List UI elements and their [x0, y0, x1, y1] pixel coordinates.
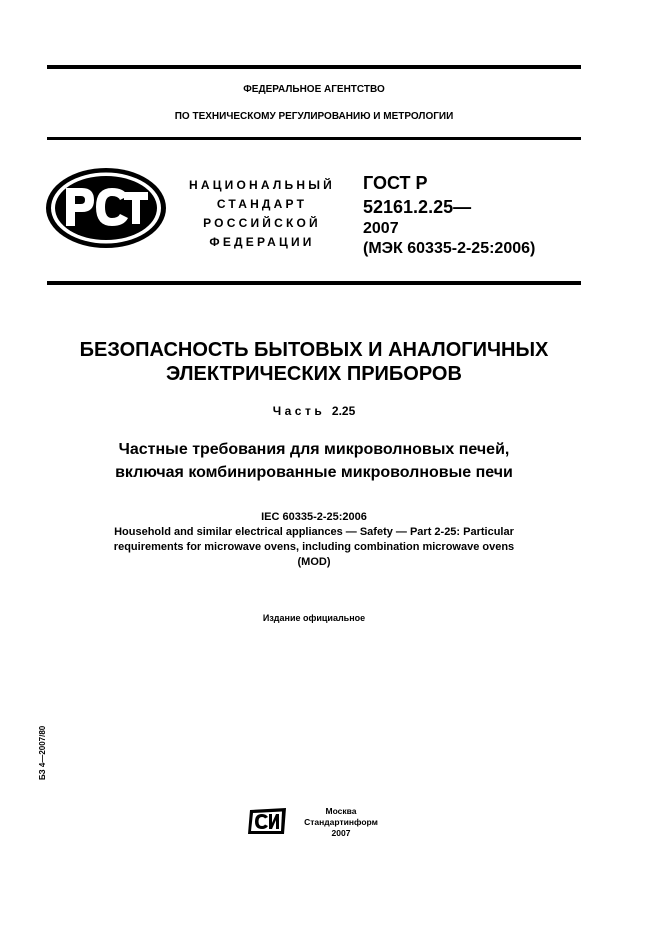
standard-type-line-4: ФЕДЕРАЦИИ — [209, 235, 315, 249]
top-rule — [47, 65, 581, 69]
iec-reference-block — [47, 510, 581, 570]
standard-type-line-3: РОССИЙСКОЙ — [203, 216, 321, 230]
agency-line-1: ФЕДЕРАЛЬНОЕ АГЕНТСТВО — [243, 84, 385, 95]
middle-rule — [47, 137, 581, 140]
iec-title-line-3: (MOD) — [297, 556, 331, 568]
gost-designation — [363, 171, 535, 259]
part-word: Часть — [272, 404, 326, 418]
publisher-year: 2007 — [331, 828, 351, 838]
publisher-name: Стандартинформ — [304, 817, 378, 827]
iec-title-line-1: Household and similar electrical appliances — Safety — Part 2-25: Particular — [114, 526, 514, 538]
subtitle-line-2: включая комбинированные микроволновые печи — [115, 464, 513, 481]
title-line-2: ЭЛЕКТРИЧЕСКИХ ПРИБОРОВ — [166, 363, 462, 385]
side-catalog-code: БЗ 4—2007/80 — [38, 725, 47, 780]
gost-year: 2007 — [363, 220, 399, 237]
gost-iec-reference: (МЭК 60335-2-25:2006) — [363, 240, 536, 257]
agency-line-2: ПО ТЕХНИЧЕСКОМУ РЕГУЛИРОВАНИЮ И МЕТРОЛОГИИ — [174, 111, 454, 122]
gost-r-logo-icon — [44, 166, 168, 250]
standartinform-logo-icon — [246, 806, 288, 836]
document-title — [47, 338, 581, 386]
subtitle-line-1: Частные требования для микроволновых печей, — [118, 441, 510, 458]
part-label — [47, 404, 581, 418]
standard-type-block — [172, 176, 352, 252]
publisher-block — [296, 806, 386, 839]
document-subtitle — [47, 438, 581, 484]
edition-label: Издание официальное — [262, 613, 366, 623]
standard-type-line-1: НАЦИОНАЛЬНЫЙ — [188, 178, 336, 192]
title-line-1: БЕЗОПАСНОСТЬ БЫТОВЫХ И АНАЛОГИЧНЫХ — [79, 339, 549, 361]
iec-code: IEC 60335-2-25:2006 — [261, 511, 367, 523]
bottom-rule — [47, 281, 581, 285]
iec-title-line-2: requirements for microwave ovens, including combination microwave ovens — [113, 541, 515, 553]
gost-number: 52161.2.25— — [363, 197, 472, 217]
part-number: 2.25 — [331, 404, 356, 418]
standard-type-line-2: СТАНДАРТ — [216, 197, 308, 211]
gost-prefix: ГОСТ Р — [363, 173, 428, 193]
publisher-city: Москва — [325, 806, 357, 816]
